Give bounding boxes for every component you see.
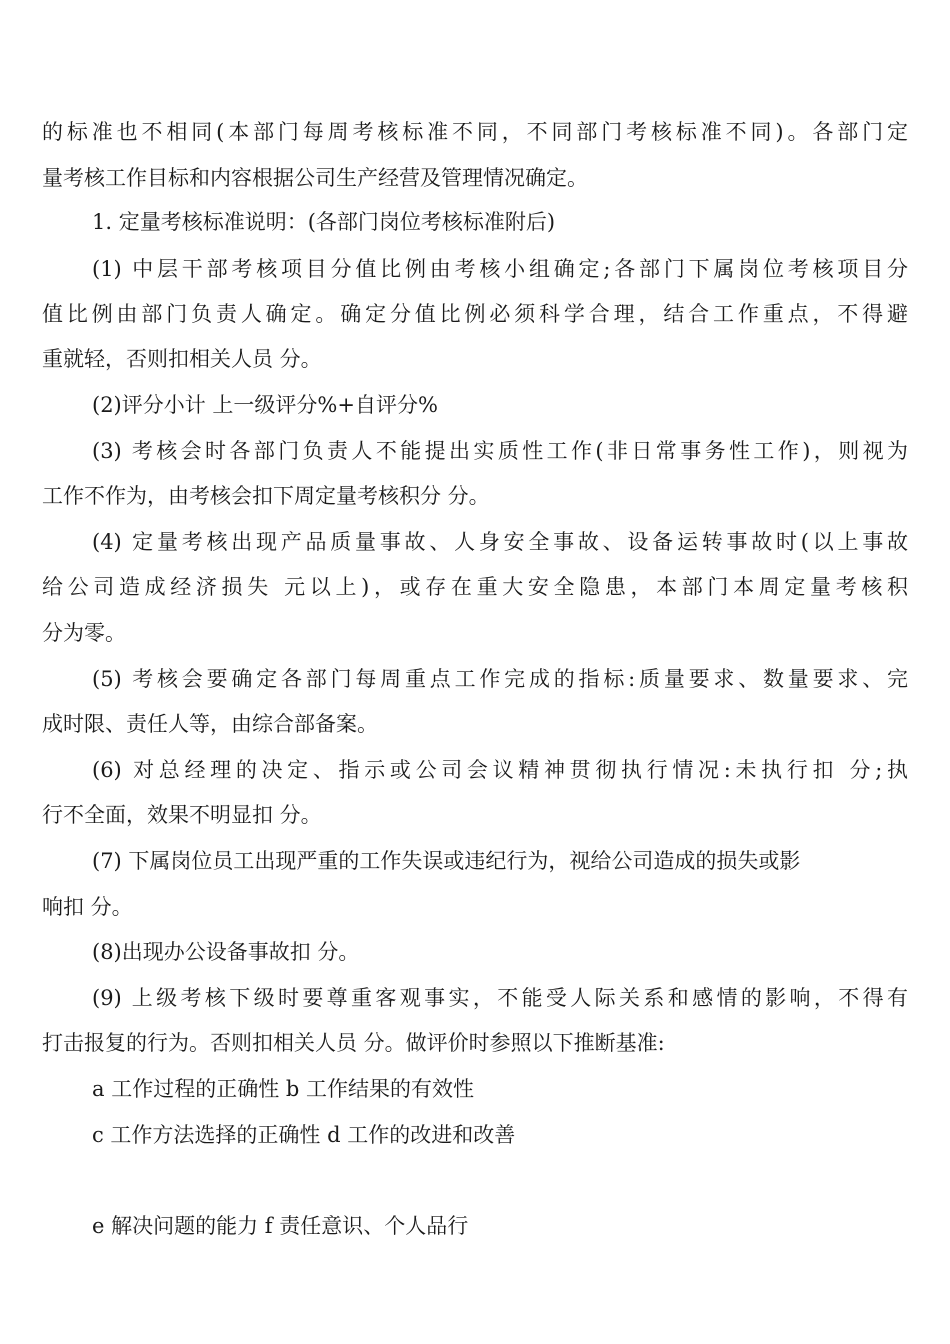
text-line: e 解决问题的能力 f 责任意识、个人品行 — [92, 1214, 469, 1238]
text-line: (2)评分小计 上一级评分%+自评分% — [92, 393, 438, 417]
text-line: 量考核工作目标和内容根据公司生产经营及管理情况确定。 — [42, 166, 588, 190]
text-line: 的标准也不相同(本部门每周考核标准不同，不同部门考核标准不同)。各部门定 — [42, 120, 908, 144]
text-line: 打击报复的行为。否则扣相关人员 分。做评价时参照以下推断基准: — [42, 1031, 665, 1055]
text-line: 响扣 分。 — [42, 895, 133, 919]
text-line: a 工作过程的正确性 b 工作结果的有效性 — [92, 1077, 474, 1101]
text-line: c 工作方法选择的正确性 d 工作的改进和改善 — [92, 1123, 516, 1147]
text-line: 工作不作为，由考核会扣下周定量考核积分 分。 — [42, 484, 490, 508]
text-line: 成时限、责任人等，由综合部备案。 — [42, 712, 378, 736]
text-line: (8)出现办公设备事故扣 分。 — [92, 940, 360, 964]
text-line: (6) 对总经理的决定、指示或公司会议精神贯彻执行情况:未执行扣 分;执 — [92, 758, 908, 782]
text-line: (4) 定量考核出现产品质量事故、人身安全事故、设备运转事故时(以上事故 — [92, 530, 908, 554]
text-line: 行不全面，效果不明显扣 分。 — [42, 803, 322, 827]
text-line: 1. 定量考核标准说明：(各部门岗位考核标准附后) — [92, 210, 556, 234]
text-line: (7) 下属岗位员工出现严重的工作失误或违纪行为，视给公司造成的损失或影 — [92, 849, 801, 873]
text-line: 给公司造成经济损失 元以上)，或存在重大安全隐患，本部门本周定量考核积 — [42, 575, 908, 599]
text-line: 分为零。 — [42, 621, 126, 645]
text-line: (3) 考核会时各部门负责人不能提出实质性工作(非日常事务性工作)，则视为 — [92, 439, 908, 463]
text-line: 值比例由部门负责人确定。确定分值比例必须科学合理，结合工作重点，不得避 — [42, 302, 908, 326]
text-line: (9) 上级考核下级时要尊重客观事实，不能受人际关系和感情的影响，不得有 — [92, 986, 908, 1010]
text-line: 重就轻，否则扣相关人员 分。 — [42, 347, 322, 371]
text-line: (5) 考核会要确定各部门每周重点工作完成的指标:质量要求、数量要求、完 — [92, 667, 908, 691]
text-line: (1) 中层干部考核项目分值比例由考核小组确定;各部门下属岗位考核项目分 — [92, 257, 908, 281]
